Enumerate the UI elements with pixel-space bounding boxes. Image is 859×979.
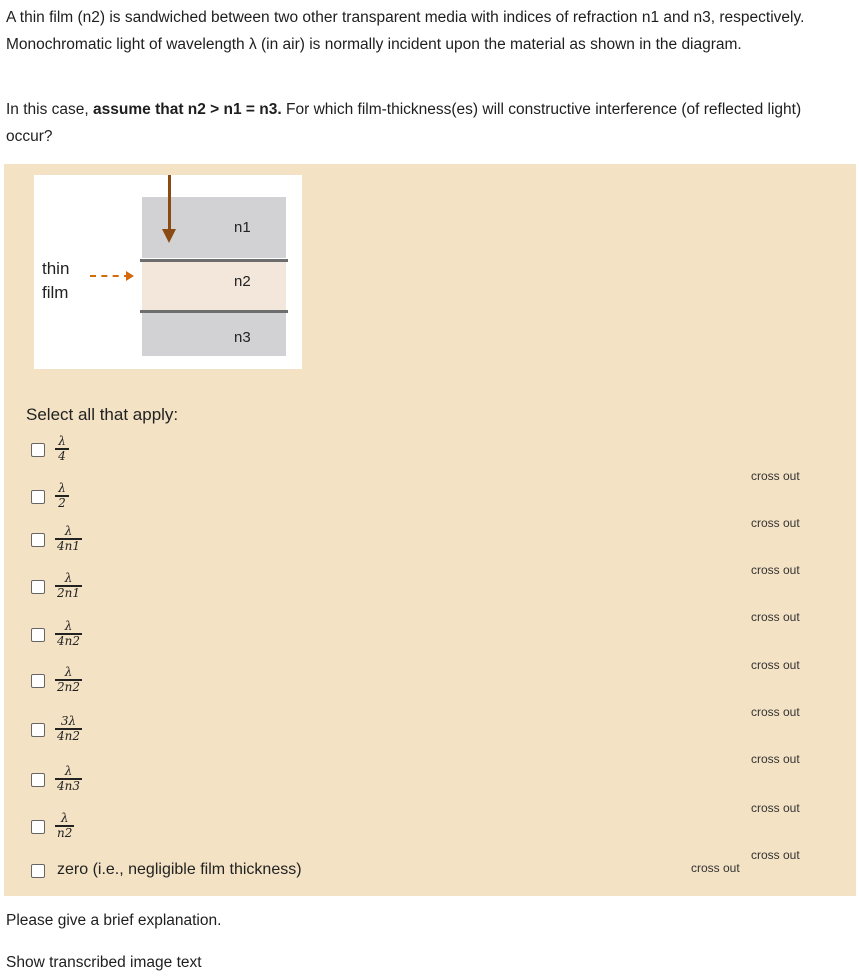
option-checkbox[interactable] <box>31 533 45 547</box>
interface-bottom <box>140 310 288 313</box>
label-n2: n2 <box>234 273 251 290</box>
option-checkbox[interactable] <box>31 674 45 688</box>
question-assumption: assume that n2 > n1 = n3. <box>93 101 282 118</box>
explanation-prompt: Please give a brief explanation. <box>6 912 222 929</box>
option-fraction: 3λ 4n2 <box>57 714 80 743</box>
option-fraction: λ 2 <box>55 482 69 510</box>
incident-arrow-head-icon <box>162 229 176 243</box>
option-fraction: λ 2n1 <box>57 571 80 600</box>
option-checkbox[interactable] <box>31 723 45 737</box>
cross-out-link[interactable]: cross out <box>751 563 800 577</box>
cross-out-link[interactable]: cross out <box>751 469 800 483</box>
cross-out-link[interactable]: cross out <box>751 516 800 530</box>
medium-n1-layer <box>142 197 286 258</box>
thin-film-layer <box>142 261 286 311</box>
select-all-label: Select all that apply: <box>26 405 179 424</box>
cross-out-link[interactable]: cross out <box>751 801 800 815</box>
option-checkbox[interactable] <box>31 490 45 504</box>
thin-film-label: thin film <box>42 259 70 302</box>
interface-top <box>140 259 288 262</box>
thin-film-pointer-arrow <box>90 275 130 277</box>
option-fraction: λ 4n3 <box>57 764 80 793</box>
question-paragraph-1: A thin film (n2) is sandwiched between two other transparent media with indices of refraction n1 and n3, respectively. Monochromatic light of wavelength λ (in air) is normally incident upon the material as shown in the diagram. <box>6 9 805 53</box>
question-p2-end: For which film-thickness(es) will constructive interference (of reflected light) occur? <box>6 101 802 145</box>
option-checkbox[interactable] <box>31 773 45 787</box>
cross-out-link[interactable]: cross out <box>691 861 740 875</box>
cross-out-link[interactable]: cross out <box>751 752 800 766</box>
question-paragraph-2 <box>6 96 851 150</box>
option-checkbox[interactable] <box>31 580 45 594</box>
option-fraction: λ 4n1 <box>57 524 80 553</box>
option-fraction: λ n2 <box>57 811 73 840</box>
option-fraction: λ 4 <box>55 435 69 463</box>
medium-n3-layer <box>142 313 286 356</box>
cross-out-link[interactable]: cross out <box>751 658 800 672</box>
option-fraction: λ 4n2 <box>57 619 80 648</box>
option-checkbox[interactable] <box>31 628 45 642</box>
label-n1: n1 <box>234 219 251 236</box>
pointer-arrow-head-icon <box>126 271 134 281</box>
thin-film-diagram <box>34 175 302 369</box>
question-panel <box>4 164 856 896</box>
cross-out-link[interactable]: cross out <box>751 848 800 862</box>
option-fraction: λ 2n2 <box>57 665 80 694</box>
label-n3: n3 <box>234 329 251 346</box>
cross-out-link[interactable]: cross out <box>751 610 800 624</box>
option-checkbox[interactable] <box>31 820 45 834</box>
question-p2-start: In this case, <box>6 101 89 118</box>
option-checkbox[interactable] <box>31 443 45 457</box>
option-label: zero (i.e., negligible film thickness) <box>57 861 302 878</box>
show-transcribed-text-link[interactable]: Show transcribed image text <box>6 954 202 971</box>
incident-light-arrow <box>168 175 171 233</box>
cross-out-link[interactable]: cross out <box>751 705 800 719</box>
option-checkbox[interactable] <box>31 864 45 878</box>
